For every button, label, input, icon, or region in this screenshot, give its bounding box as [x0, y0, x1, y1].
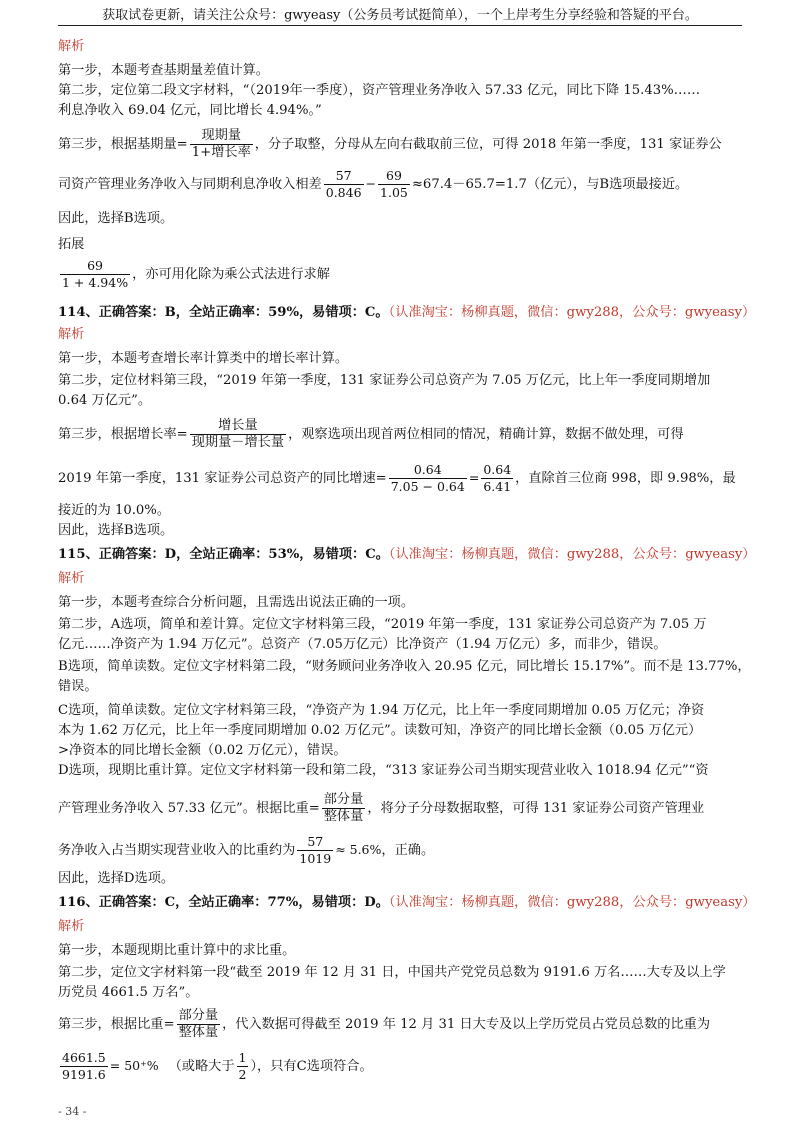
- formula-line: 务净收入占当期实现营业收入的比重约为 $\frac{57}{1019}$ ≈ 5.6%，正确。: [58, 834, 435, 866]
- formula-line: $\frac{69}{1 + 4.94\%}$ ，亦可用化除为乘公式法进行求解: [62, 258, 330, 290]
- text-line: 本为 1.62 万亿元，比上年一季度同期增加 0.02 万亿元”。读数可知，净资产的同比增长金额（0.05 万亿元）: [58, 723, 702, 738]
- page-header: 获取试卷更新，请关注公众号：gwyeasy（公务员考试挺简单），一个上岸考生分享经验和答疑的平台。: [102, 8, 698, 23]
- fraction: $\frac{\text{现期量}}{\text{1+增长率}}$: [191, 128, 251, 160]
- text-line: 第二步，A选项，简单和差计算。定位文字材料第三段，“2019 年第一季度，131 家证券公司总资产为 7.05 万: [58, 617, 707, 632]
- answer-line: 114、正确答案：B，全站正确率：59%，易错项：C。（认准淘宝：杨柳真题，微信：gwy288，公众号：gwyeasy）: [58, 305, 756, 320]
- extension-heading: 拓展: [58, 237, 85, 252]
- fraction: $\frac{57}{0.846}$: [325, 168, 362, 200]
- fraction: $\frac{0.64}{7.05 - 0.64}$: [390, 462, 465, 494]
- fraction: $\frac{69}{1.05}$: [380, 168, 408, 200]
- text-line: 接近的为 10.0%。: [58, 503, 171, 518]
- answer-line: 115、正确答案：D，全站正确率：53%，易错项：C。（认准淘宝：杨柳真题，微信：gwy288，公众号：gwyeasy）: [58, 547, 756, 562]
- text-line: 因此，选择D选项。: [58, 871, 175, 886]
- text-line: 第二步，定位文字材料第一段“截至 2019 年 12 月 31 日，中国共产党党员总数为 9191.6 万名……大专及以上学: [58, 965, 726, 980]
- fraction: $\frac{4661.5}{9191.6}$: [62, 1050, 106, 1082]
- fraction: $\frac{69}{1 + 4.94\%}$: [62, 258, 129, 290]
- text-line: 历党员 4661.5 万名”。: [58, 985, 199, 1000]
- fraction: $\frac{57}{1019}$: [299, 834, 332, 866]
- text-line: D选项，现期比重计算。定位文字材料第一段和第二段，“313 家证券公司当期实现营业收入 1018.94 亿元”“资: [58, 763, 709, 778]
- text-line: 利息净收入 69.04 亿元，同比增长 4.94%。”: [58, 103, 322, 118]
- formula-line: 第三步，根据基期量= $\frac{\text{现期量}}{\text{1+增长率}}$ ，分子取整，分母从左向右截取前三位，可得 2018 年第一季度，131 家证券公: [58, 128, 722, 160]
- formula-line: 第三步，根据比重= $\frac{\text{部分量}}{\text{整体量}}$ ，代入数据可得截至 2019 年 12 月 31 日大专及以上学历党员占党员总数的比重为: [58, 1008, 711, 1040]
- answer-line: 116、正确答案：C，全站正确率：77%，易错项：D。（认准淘宝：杨柳真题，微信：gwy288，公众号：gwyeasy）: [58, 895, 756, 910]
- analysis-heading: 解析: [58, 571, 85, 586]
- text-line: 因此，选择B选项。: [58, 523, 174, 538]
- text-line: 第一步，本题考查基期量差值计算。: [58, 63, 269, 78]
- analysis-heading: 解析: [58, 39, 85, 54]
- formula-line: 第三步，根据增长率= $\frac{\text{增长量}}{\text{现期量－增长量}}$ ，观察选项出现首两位相同的情况，精确计算，数据不做处理，可得: [58, 418, 684, 450]
- page-number: - 34 -: [58, 1105, 87, 1118]
- text-line: C选项，简单读数。定位文字材料第三段，“净资产为 1.94 万亿元，比上年一季度同期增加 0.05 万亿元；净资: [58, 703, 705, 718]
- text-line: 第一步，本题现期比重计算中的求比重。: [58, 943, 296, 958]
- text-line: B选项，简单读数。定位文字材料第二段，“财务顾问业务净收入 20.95 亿元，同比增长 15.17%”。而不是 13.77%，: [58, 659, 751, 674]
- analysis-heading: 解析: [58, 919, 85, 934]
- text-line: 第一步，本题考查增长率计算类中的增长率计算。: [58, 351, 349, 366]
- analysis-heading: 解析: [58, 327, 85, 342]
- text-line: >净资本的同比增长金额（0.02 万亿元），错误。: [58, 743, 347, 758]
- text-line: 因此，选择B选项。: [58, 211, 174, 226]
- text-line: 第二步，定位材料第三段，“2019 年第一季度，131 家证券公司总资产为 7.05 万亿元，比上年一季度同期增加: [58, 373, 711, 388]
- text-line: 第一步，本题考查综合分析问题，且需选出说法正确的一项。: [58, 595, 415, 610]
- fraction: $\frac{\text{部分量}}{\text{整体量}}$: [323, 792, 364, 824]
- fraction: $\frac{\text{部分量}}{\text{整体量}}$: [178, 1008, 219, 1040]
- fraction: $\frac{0.64}{6.41}$: [483, 462, 512, 494]
- formula-line: $\frac{4661.5}{9191.6}$ = 50⁺% （或略大于 $\frac{1}{2}$ ），只有C选项符合。: [62, 1050, 373, 1082]
- formula-line: 2019 年第一季度，131 家证券公司总资产的同比增速= $\frac{0.64}{7.05 - 0.64}$ = $\frac{0.64}{6.41}$ ，直除首三位商 998，即 9.98%，最: [58, 462, 736, 494]
- fraction: $\frac{1}{2}$: [238, 1050, 247, 1082]
- header-divider: [58, 25, 742, 26]
- formula-line: 产管理业务净收入 57.33 亿元”。根据比重= $\frac{\text{部分量}}{\text{整体量}}$ ，将分子分母数据取整，可得 131 家证券公司资产管理业: [58, 792, 705, 824]
- text-line: 第二步，定位第二段文字材料，“（2019年一季度），资产管理业务净收入 57.33 亿元，同比下降 15.43%……: [58, 83, 701, 98]
- text-line: 错误。: [58, 679, 98, 694]
- text-line: 亿元……净资产为 1.94 万亿元”。总资产（7.05万亿元）比净资产（1.94 万亿元）多，而非少，错误。: [58, 637, 667, 652]
- fraction: $\frac{\text{增长量}}{\text{现期量－增长量}}$: [191, 418, 285, 450]
- formula-line: 司资产管理业务净收入与同期利息净收入相差 $\frac{57}{0.846}$ − $\frac{69}{1.05}$ ≈67.4－65.7=1.7（亿元），与B选项最接近。: [58, 168, 689, 200]
- text-line: 0.64 万亿元”。: [58, 393, 152, 408]
